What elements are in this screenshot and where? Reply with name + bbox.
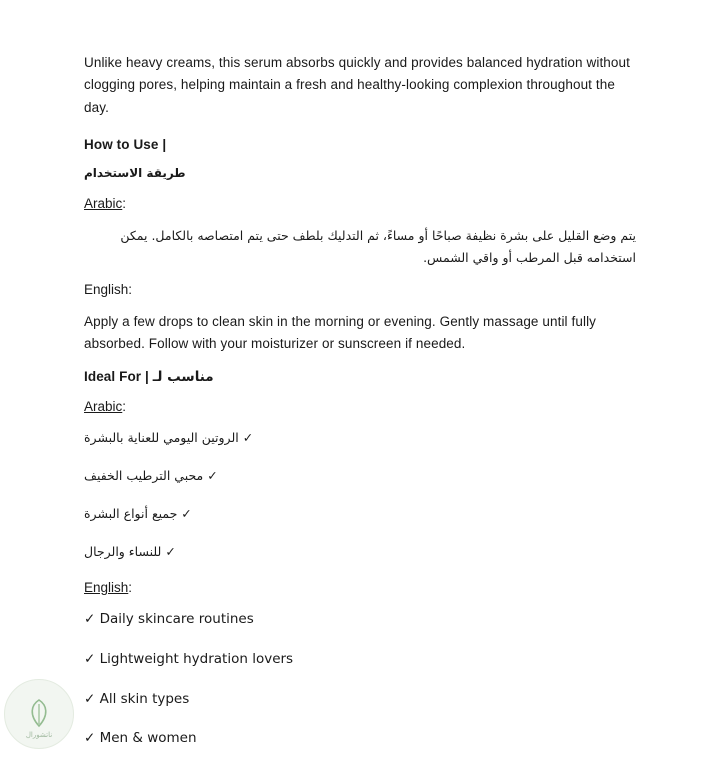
english-label-text: English	[84, 281, 129, 297]
list-item: ✓ Lightweight hydration lovers	[84, 650, 294, 667]
leaf-icon	[18, 693, 60, 735]
arabic-label-colon-2: :	[122, 399, 127, 415]
list-item: ✓ الروتين اليومي للعناية بالبشرة	[84, 430, 254, 446]
arabic-label-text-2: Arabic	[84, 399, 123, 415]
ideal-for-heading-en: Ideal For |	[84, 369, 149, 385]
english-label-colon-2: :	[128, 580, 133, 596]
how-to-use-arabic-body: يتم وضع القليل على بشرة نظيفة صباحًا أو مساءً، ثم التدليك بلطف حتى يتم امتصاصه بالكامل. يمكن استخدامه قبل المرطب أو واقي الشمس.	[120, 227, 636, 266]
english-label-colon: :	[128, 281, 133, 297]
watermark-caption: ناتشورال	[25, 731, 53, 739]
arabic-label-text: Arabic	[84, 195, 123, 211]
list-item: ✓ Daily skincare routines	[84, 611, 254, 628]
brand-watermark-logo	[4, 679, 74, 749]
ideal-for-arabic-label	[84, 399, 636, 414]
list-item: ✓ Men & women	[84, 730, 197, 747]
how-to-use-english-label	[84, 282, 636, 297]
list-item: ✓ للنساء والرجال	[84, 544, 176, 560]
english-label-text-2: English	[84, 580, 129, 596]
ideal-for-heading	[84, 369, 636, 385]
how-to-use-heading: How to Use |	[84, 136, 167, 152]
ideal-for-english-label	[84, 580, 636, 595]
ideal-for-heading-ar: مناسب لـ	[152, 369, 214, 386]
arabic-label-colon: :	[122, 195, 127, 211]
list-item: ✓ جميع أنواع البشرة	[84, 506, 192, 522]
list-item: ✓ All skin types	[84, 690, 190, 707]
how-to-use-arabic-label	[84, 196, 636, 211]
list-item: ✓ محبي الترطيب الخفيف	[84, 468, 218, 484]
intro-paragraph: Unlike heavy creams, this serum absorbs quickly and provides balanced hydration without clogging pores, helping maintain a fresh and healthy-looking complexion throughout the day.	[84, 55, 630, 115]
how-to-use-heading-arabic: طريقة الاستخدام	[84, 165, 186, 180]
how-to-use-english-body: Apply a few drops to clean skin in the morning or evening. Gently massage until fully absorbed. Follow with your moisturizer or sunscreen if needed.	[84, 313, 597, 352]
